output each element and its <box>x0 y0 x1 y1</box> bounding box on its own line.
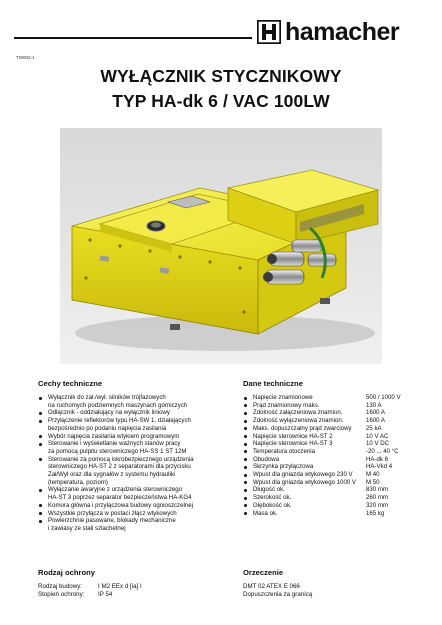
protection-value: IP 54 <box>98 590 113 598</box>
certificate-line: Dopuszczenia za granicą <box>243 590 313 598</box>
protection-label: Rodzaj budowy: <box>38 583 83 590</box>
spec-label: Skrzynka przyłączowa <box>253 463 314 471</box>
header-rule <box>14 37 252 39</box>
spec-row <box>243 456 423 464</box>
document-code: TW002-1 <box>16 55 35 60</box>
contactor-switch-illustration <box>60 128 382 364</box>
spec-value: -20 ... 40 °C <box>366 447 399 455</box>
list-item: Komora główna i przyłączowa budowy ognioszczelnej <box>38 502 238 510</box>
spec-row <box>243 502 423 510</box>
product-photo <box>60 128 382 364</box>
spec-label: Napięcie sterownice HA-ST 3 <box>253 440 333 448</box>
list-item: Odłącznik - oddziałujący na wyłącznik liniowy <box>38 409 238 417</box>
spec-label: Wpust dla gniazda wtykowego 1000 V <box>253 478 356 486</box>
spec-label: Zdolność załączeniowa znamion. <box>253 409 343 417</box>
hamacher-logo-icon <box>257 20 281 44</box>
specs-table <box>243 394 423 517</box>
spec-value: 500 / 1000 V <box>366 394 401 401</box>
spec-value: 260 mm <box>366 494 389 502</box>
list-item-text: HA-ST 3 poprzez separator bezpieczeństwa HA-KG4 <box>48 494 192 502</box>
protection-value: I M2 EEx d [ia] I <box>98 583 142 590</box>
list-item-continuation <box>38 494 238 502</box>
list-item: Powierzchnie pasowane, blokady mechaniczne <box>38 517 238 525</box>
spec-value: M 40 <box>366 471 380 479</box>
spec-row <box>243 425 423 433</box>
spec-label: Szerokość ok. <box>253 494 292 502</box>
certificate-block <box>243 583 312 598</box>
spec-row <box>243 402 423 410</box>
spec-value: 25 kA <box>366 424 382 432</box>
list-item: Wybór napięcia zasilania wtykiem programowym <box>38 433 238 441</box>
spec-label: Zdolność wyłączeniowa znamion. <box>253 417 344 425</box>
spec-value: 10 V AC <box>366 432 389 440</box>
spec-value: 1600 A <box>366 417 385 425</box>
list-item-continuation <box>38 402 238 410</box>
spec-row <box>243 440 423 448</box>
list-item-continuation <box>38 463 238 471</box>
spec-value: 10 V DC <box>366 440 390 448</box>
list-item-continuation <box>38 471 238 479</box>
spec-label: Napięcie znamionowe <box>253 394 313 401</box>
list-item-continuation <box>38 425 238 433</box>
spec-label: Obudowa <box>253 455 280 463</box>
spec-label: Wpust dla gniazda wtykowego 230 V <box>253 471 353 479</box>
spec-label: Napięcie sterownice HA-ST 2 <box>253 432 333 440</box>
protection-row <box>38 583 142 591</box>
list-item-continuation <box>38 479 238 487</box>
list-item-continuation <box>38 448 238 456</box>
company-logo <box>257 20 399 44</box>
page-title-line-1: WYŁĄCZNIK STYCZNIKOWY <box>100 66 342 86</box>
spec-row <box>243 409 423 417</box>
spec-row <box>243 486 423 494</box>
spec-value: 830 mm <box>366 486 389 494</box>
spec-value: 165 kg <box>366 509 385 517</box>
list-item-text: sterowniczego HA-ST 2 z separatorami dla przycisku <box>48 463 191 471</box>
list-item-text: Zał/Wył oraz dla sygnałów z systemu hydrauliki <box>48 471 176 479</box>
spec-value: 320 mm <box>366 501 389 509</box>
spec-value: HA-Vkd 4 <box>366 463 393 471</box>
spec-value: 1600 A <box>366 409 385 417</box>
list-item: Wyłączanie awaryjne z urządzenia sterowniczego <box>38 486 238 494</box>
list-item-text: bezpośrednio po podaniu napięcia zasilania <box>48 424 167 432</box>
spec-row <box>243 433 423 441</box>
spec-label: Temperatura otoczenia <box>253 447 315 455</box>
spec-label: Maks. dopuszczalny prąd zwarciowy <box>253 424 352 432</box>
list-item: Sterowanie i wyświetlanie ważnych stanów pracy <box>38 440 238 448</box>
spec-value: M 50 <box>366 478 380 486</box>
list-item-text: i zawiasy ze stali szlachetnej <box>48 524 126 532</box>
certificate-line: DMT 02 ATEX E 066 <box>243 583 300 590</box>
list-item: Wyłącznik do zał./wył. silników trójfazowych <box>38 394 238 402</box>
spec-row <box>243 448 423 456</box>
protection-label: Stopień ochrony: <box>38 590 85 598</box>
list-item-continuation <box>38 525 238 533</box>
list-item: Przyłączenie reflektorów typu HA-SW 1, działających <box>38 417 238 425</box>
spec-value: HA-dk 6 <box>366 455 389 463</box>
list-item: Wszystkie przyłącza w postaci złącz wtykowych <box>38 510 238 518</box>
list-item-text: (temperatura, poziom) <box>48 478 108 486</box>
spec-row <box>243 510 423 518</box>
specs-heading: Dane techniczne <box>243 379 303 388</box>
features-list <box>38 394 238 533</box>
spec-label: Prąd znamionowy maks. <box>253 401 320 409</box>
spec-row <box>243 394 423 402</box>
certificate-heading: Orzeczenie <box>243 568 284 577</box>
protection-heading: Rodzaj ochrony <box>38 568 95 577</box>
spec-row <box>243 463 423 471</box>
list-item-text: na ruchomych podziemnych maszynach górniczych <box>48 401 188 409</box>
spec-row <box>243 417 423 425</box>
spec-label: Głębokość ok. <box>253 501 292 509</box>
list-item-text: za pomocą pulpitu sterowniczego HA-SS 1 ST 12M <box>48 447 187 455</box>
protection-block <box>38 583 142 598</box>
spec-row <box>243 494 423 502</box>
features-heading: Cechy techniczne <box>38 379 103 388</box>
spec-row <box>243 471 423 479</box>
spec-label: Masa ok. <box>253 509 278 517</box>
protection-row <box>38 591 142 599</box>
list-item: Sterowanie za pomocą iskrobezpiecznego urządzenia <box>38 456 238 464</box>
spec-label: Długość ok. <box>253 486 285 494</box>
page-title-line-2: TYP HA-dk 6 / VAC 100LW <box>112 91 330 111</box>
spec-value: 130 A <box>366 401 382 409</box>
spec-row <box>243 479 423 487</box>
logo-text: hamacher <box>285 18 400 46</box>
